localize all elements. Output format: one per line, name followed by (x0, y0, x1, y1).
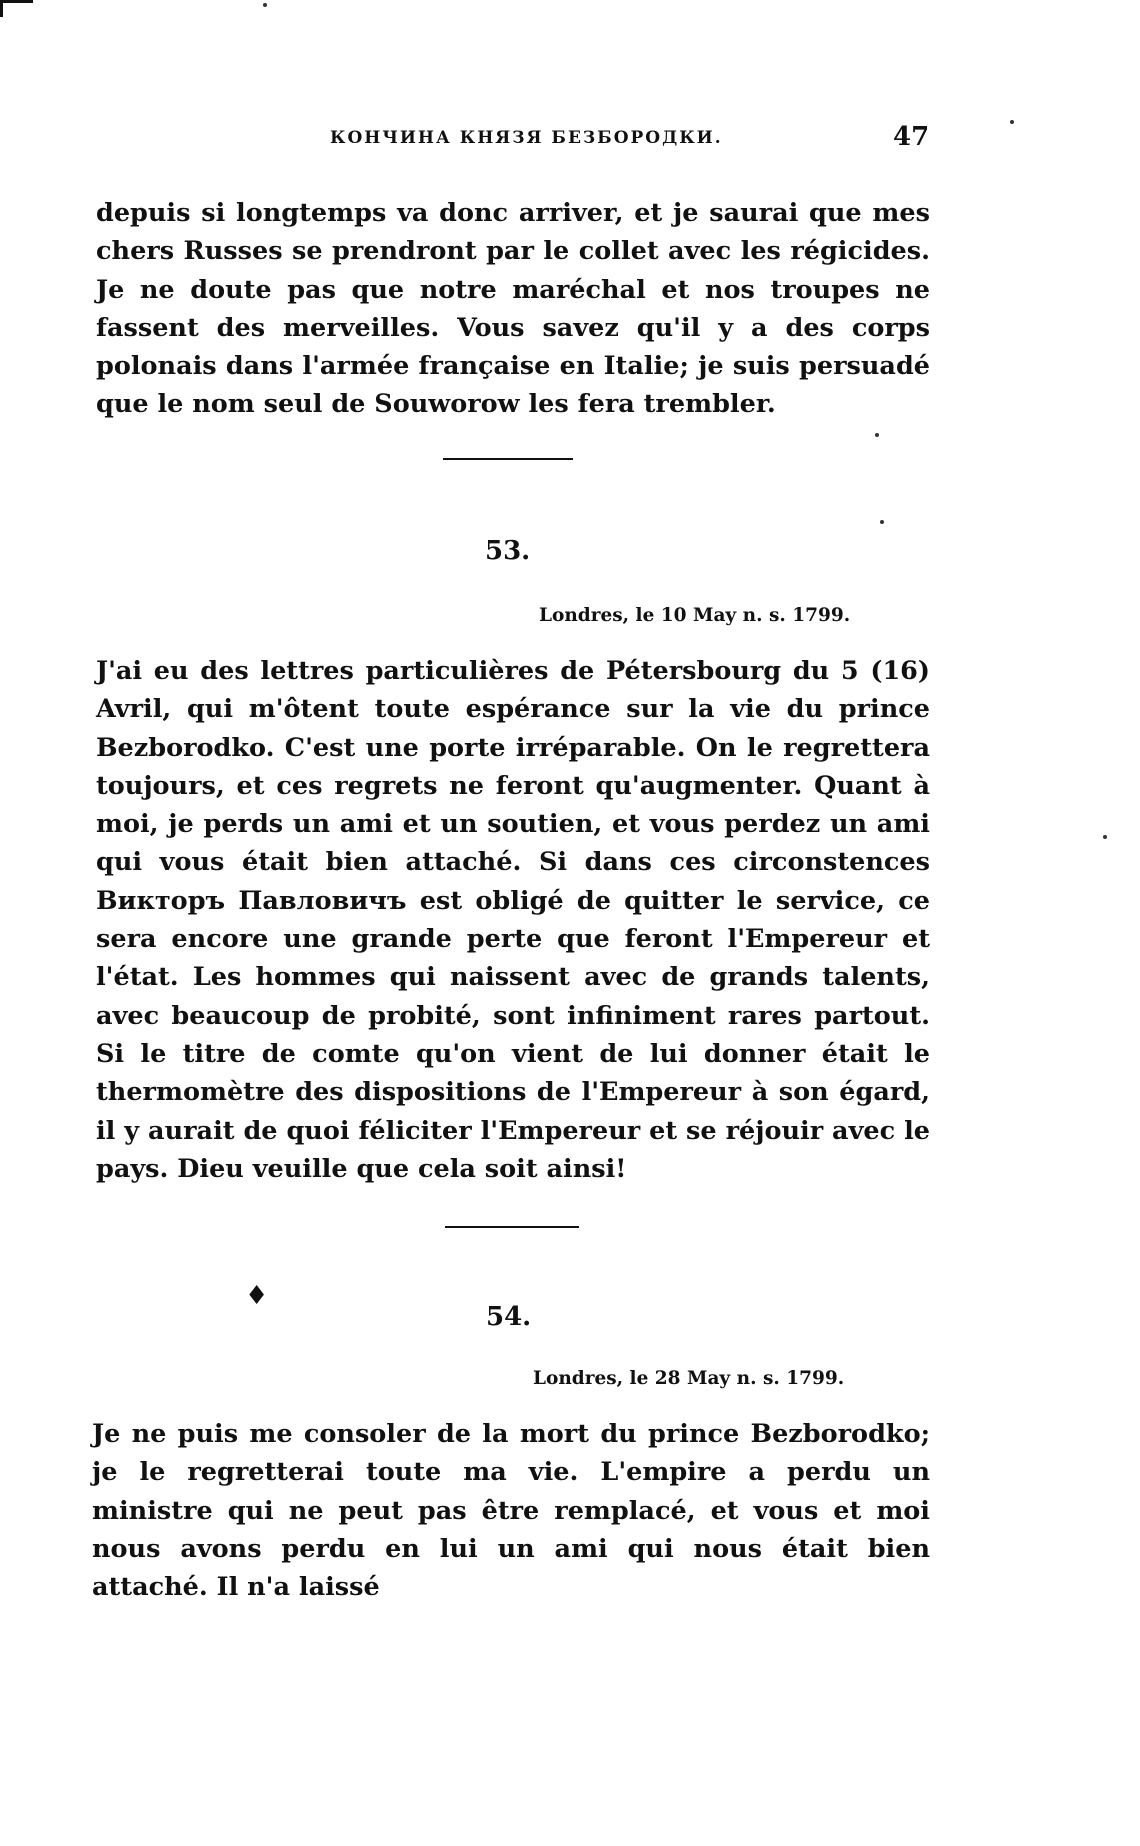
diamond-ornament-icon: ♦ (245, 1281, 269, 1311)
dateline-54: Londres, le 28 May n. s. 1799. (533, 1368, 845, 1389)
dateline-53: Londres, le 10 May n. s. 1799. (539, 605, 851, 626)
paragraph-continued: depuis si longtemps va donc arriver, et je saurai que mes chers Russes se prendront par le collet avec les régicides. Je ne doute pas que notre maréchal et nos troupes ne fassent des merveilles. Vous savez qu'il y a des corps polonais dans l'armée française en Italie; je suis persuadé que le nom seul de Souworow les fera trembler. (96, 198, 930, 420)
print-speck (875, 433, 879, 437)
section-divider (445, 1226, 579, 1228)
running-head: КОНЧИНА КНЯЗЯ БЕЗБОРОДКИ. (330, 128, 723, 148)
page-corner-mark (0, 0, 33, 17)
print-speck (263, 3, 267, 7)
letter-number-53: 53. (485, 536, 531, 566)
print-speck (1103, 835, 1107, 839)
section-divider (443, 458, 573, 460)
letter-text-54: Je ne puis me consoler de la mort du prince Bezborodko; je le regretterai toute ma vie. L'empire a perdu un ministre qui ne peut pas être remplacé, et vous et moi nous avons perdu en lui un ami qui nous était bien attaché. Il n'a laissé (92, 1419, 930, 1603)
print-speck (880, 520, 884, 524)
letter-text-53: J'ai eu des lettres particulières de Pétersbourg du 5 (16) Avril, qui m'ôtent toute espérance sur la vie du prince Bezborodko. C'est une porte irréparable. On le regrettera toujours, et ces regrets ne feront qu'augmenter. Quant à moi, je perds un ami et un soutien, et vous perdez un ami qui vous était bien attaché. Si dans ces circonstences Викторъ Павловичъ est obligé de quitter le service, ce sera encore une grande perte que feront l'Empereur et l'état. Les hommes qui naissent avec de grands talents, avec beaucoup de probité, sont infiniment rares partout. Si le titre de comte qu'on vient de lui donner était le thermomètre des dispositions de l'Empereur à son égard, il y aurait de quoi féliciter l'Empereur et se réjouir avec le pays. Dieu veuille que cela soit ainsi! (96, 656, 930, 1184)
page-number: 47 (893, 122, 930, 152)
print-speck (1010, 120, 1014, 124)
letter-number-54: 54. (486, 1302, 532, 1332)
